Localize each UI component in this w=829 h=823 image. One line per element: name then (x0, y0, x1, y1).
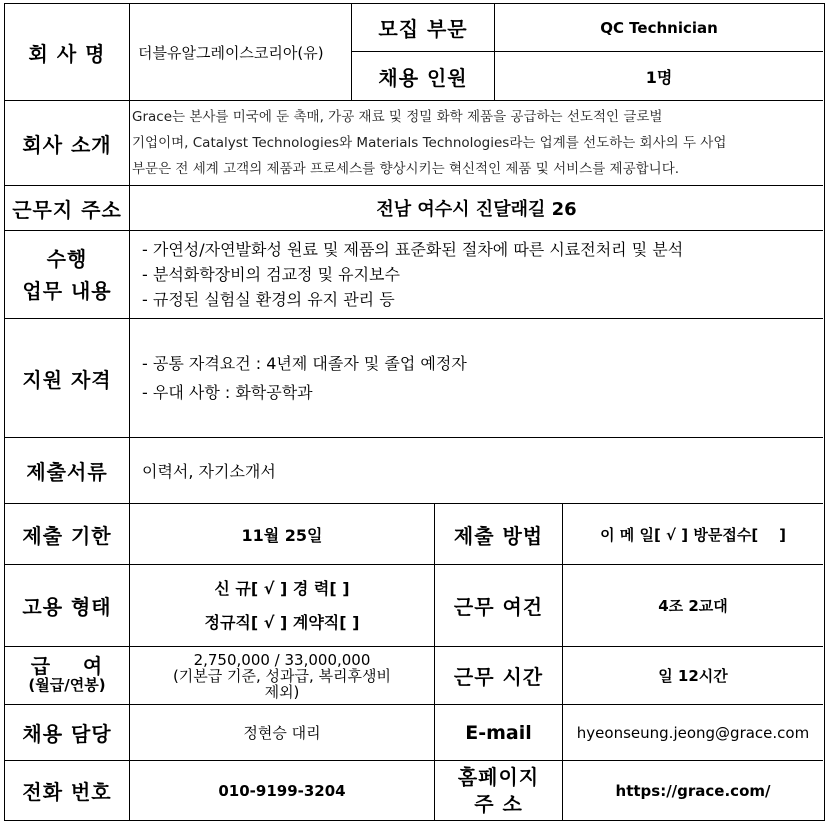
hours-value-text: 일 12시간 (658, 667, 728, 685)
duties-item: - 가연성/자연발화성 원료 및 제품의 표준화된 절차에 따른 시료전처리 및 분석 (142, 240, 684, 259)
salary-value (130, 647, 435, 705)
salary-line: 2,750,000 / 33,000,000 (193, 650, 371, 669)
headcount-label (352, 52, 495, 101)
salary-line: 제외) (264, 682, 300, 701)
duties-label (5, 231, 130, 319)
deadline-label-text: 제출 기한 (22, 523, 112, 548)
company-label-text: 회 사 명 (28, 41, 106, 66)
headcount-value (495, 52, 823, 101)
email-label-text: E-mail (465, 721, 532, 744)
phone-value-text: 010-9199-3204 (218, 781, 346, 800)
hours-label (435, 647, 563, 705)
company-value (130, 4, 352, 101)
conditions-value-text: 4조 2교대 (658, 597, 728, 615)
phone-label (5, 761, 130, 820)
position-value-text: QC Technician (600, 18, 718, 37)
manager-value-text: 정현승 대리 (243, 724, 321, 742)
deadline-value-text: 11월 25일 (241, 525, 323, 545)
position-label-text: 모집 부문 (378, 17, 468, 41)
position-value (495, 4, 823, 52)
email-value[interactable] (563, 705, 823, 761)
documents-label-text: 제출서류 (26, 460, 108, 484)
employment-type-label (5, 565, 130, 647)
qualification-label-text: 지원 자격 (22, 367, 112, 392)
manager-label (5, 705, 130, 761)
homepage-link[interactable]: https://grace.com/ (615, 781, 771, 800)
intro-label (5, 101, 130, 186)
duties-item: - 분석화학장비의 검교정 및 유지보수 (142, 265, 400, 284)
headcount-value-text: 1명 (645, 67, 673, 87)
deadline-value (130, 504, 435, 565)
employment-type-line: 정규직[ √ ] 계약직[ ] (204, 612, 360, 632)
employment-type-value (130, 565, 435, 647)
company-label (5, 4, 130, 101)
conditions-value (563, 565, 823, 647)
deadline-label (5, 504, 130, 565)
conditions-label (435, 565, 563, 647)
intro-line: 기업이며, Catalyst Technologies와 Materials Technologies라는 업계를 선도하는 회사의 두 사업 (132, 135, 727, 151)
submit-method-label-text: 제출 방법 (453, 523, 544, 548)
intro-label-text: 회사 소개 (22, 132, 112, 157)
homepage-value[interactable] (563, 761, 823, 820)
submit-method-value (563, 504, 823, 565)
intro-line: Grace는 본사를 미국에 둔 촉매, 가공 재료 및 정밀 화학 제품을 공급하는 선도적인 글로벌 (132, 109, 663, 125)
employment-type-line: 신 규[ √ ] 경 력[ ] (214, 578, 350, 598)
workplace-label-text: 근무지 주소 (12, 197, 122, 222)
duties-label-line: 업무 내용 (22, 278, 112, 303)
qualification-list (130, 319, 823, 438)
duties-label-line: 수행 (46, 246, 88, 271)
phone-value (130, 761, 435, 820)
documents-value-text: 이력서, 자기소개서 (142, 462, 276, 481)
employment-type-label-text: 고용 형태 (22, 595, 112, 619)
conditions-label-text: 근무 여건 (453, 595, 544, 619)
qualification-label (5, 319, 130, 438)
documents-value (130, 438, 823, 504)
phone-label-text: 전화 번호 (22, 780, 112, 804)
job-posting-form (4, 3, 825, 821)
intro-line: 부문은 전 세계 고객의 제품과 프로세스를 향상시키는 혁신적인 제품 및 서비스를 제공합니다. (132, 161, 680, 177)
duties-item: - 규정된 실험실 환경의 유지 관리 등 (142, 290, 395, 309)
duties-list (130, 231, 823, 319)
email-link[interactable]: hyeonseung.jeong@grace.com (576, 723, 810, 742)
submit-method-label (435, 504, 563, 565)
qualification-item: - 공통 자격요건 : 4년제 대졸자 및 졸업 예정자 (142, 354, 467, 373)
manager-value (130, 705, 435, 761)
homepage-label-line: 주 소 (474, 791, 523, 816)
email-label (435, 705, 563, 761)
hours-value (563, 647, 823, 705)
company-value-text: 더블유알그레이스코리아(유) (138, 43, 324, 62)
salary-line: (기본급 기준, 성과급, 복리후생비 (172, 666, 392, 685)
workplace-label (5, 186, 130, 231)
workplace-value-text: 전남 여수시 진달래길 26 (376, 199, 577, 220)
salary-label (5, 647, 130, 705)
salary-label-main: 급 여 (30, 653, 104, 678)
intro-text (130, 101, 823, 186)
manager-label-text: 채용 담당 (22, 722, 112, 746)
homepage-label-line: 홈페이지 (457, 764, 540, 789)
submit-method-value-text: 이 메 일[ √ ] 방문접수[ ] (600, 525, 786, 544)
documents-label (5, 438, 130, 504)
workplace-value (130, 186, 823, 231)
homepage-label (435, 761, 563, 820)
headcount-label-text: 채용 인원 (378, 65, 468, 90)
position-label (352, 4, 495, 52)
salary-label-sub: (월급/연봉) (28, 675, 106, 694)
hours-label-text: 근무 시간 (453, 665, 544, 689)
qualification-item: - 우대 사항 : 화학공학과 (142, 383, 313, 402)
